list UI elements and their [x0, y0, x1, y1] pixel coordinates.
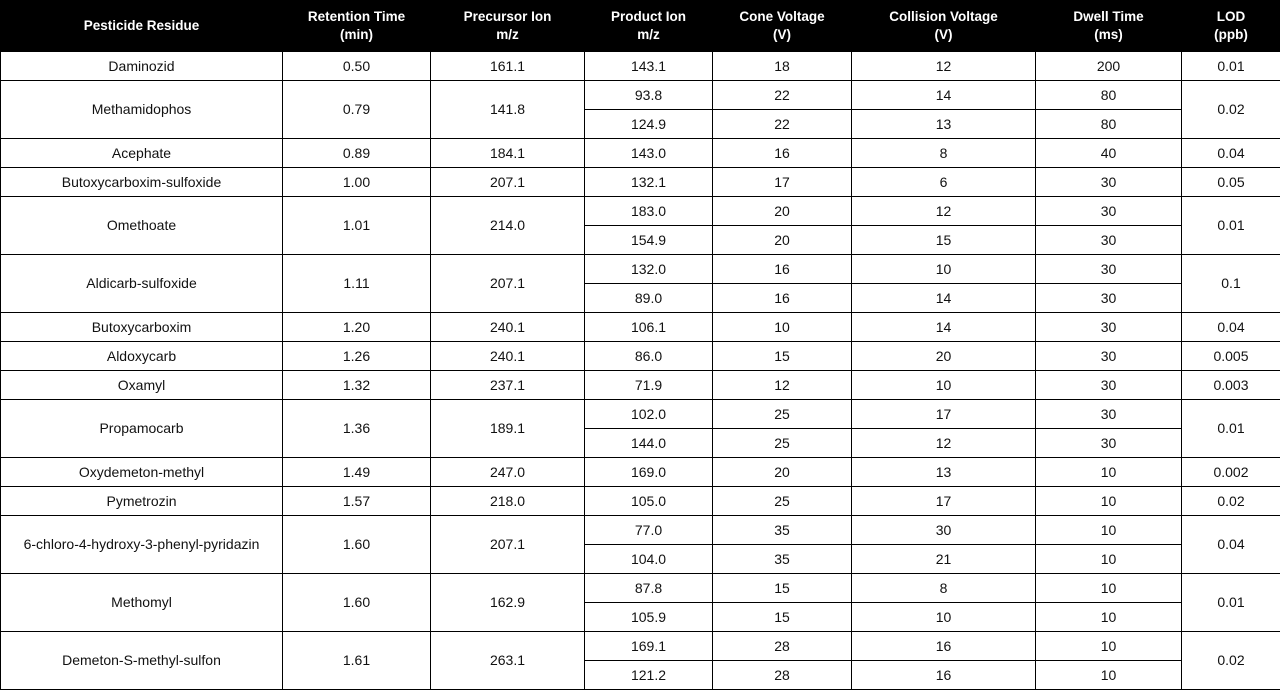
- cell-dwell-time: 10: [1036, 545, 1182, 574]
- cell-product-ion: 183.0: [585, 197, 713, 226]
- cell-collision-voltage: 10: [852, 603, 1036, 632]
- cell-pesticide-name: Oxamyl: [1, 371, 283, 400]
- table-row: [1, 168, 1280, 197]
- header-precursor-ion: Precursor Ion m/z: [431, 1, 585, 52]
- table-row: [1, 197, 1280, 226]
- cell-collision-voltage: 15: [852, 226, 1036, 255]
- cell-pesticide-name: Pymetrozin: [1, 487, 283, 516]
- cell-collision-voltage: 8: [852, 574, 1036, 603]
- cell-dwell-time: 10: [1036, 574, 1182, 603]
- cell-product-ion: 102.0: [585, 400, 713, 429]
- cell-retention-time: 0.50: [283, 52, 431, 81]
- cell-product-ion: 143.0: [585, 139, 713, 168]
- cell-dwell-time: 30: [1036, 168, 1182, 197]
- cell-cone-voltage: 10: [713, 313, 852, 342]
- cell-retention-time: 1.60: [283, 574, 431, 632]
- cell-pesticide-name: 6-chloro-4-hydroxy-3-phenyl-pyridazin: [1, 516, 283, 574]
- cell-cone-voltage: 28: [713, 632, 852, 661]
- cell-retention-time: 1.32: [283, 371, 431, 400]
- cell-cone-voltage: 15: [713, 574, 852, 603]
- cell-cone-voltage: 18: [713, 52, 852, 81]
- cell-cone-voltage: 16: [713, 139, 852, 168]
- cell-retention-time: 1.57: [283, 487, 431, 516]
- cell-precursor-ion: 240.1: [431, 342, 585, 371]
- cell-dwell-time: 80: [1036, 81, 1182, 110]
- cell-dwell-time: 10: [1036, 661, 1182, 690]
- cell-collision-voltage: 12: [852, 197, 1036, 226]
- cell-dwell-time: 10: [1036, 632, 1182, 661]
- cell-product-ion: 104.0: [585, 545, 713, 574]
- cell-retention-time: 1.11: [283, 255, 431, 313]
- table-row: [1, 487, 1280, 516]
- table-body: [1, 52, 1280, 690]
- cell-precursor-ion: 218.0: [431, 487, 585, 516]
- cell-collision-voltage: 14: [852, 284, 1036, 313]
- cell-collision-voltage: 17: [852, 400, 1036, 429]
- cell-pesticide-name: Oxydemeton-methyl: [1, 458, 283, 487]
- cell-dwell-time: 30: [1036, 255, 1182, 284]
- cell-pesticide-name: Demeton-S-methyl-sulfon: [1, 632, 283, 690]
- cell-lod: 0.01: [1182, 52, 1280, 81]
- table-row: [1, 458, 1280, 487]
- cell-lod: 0.04: [1182, 313, 1280, 342]
- cell-precursor-ion: 207.1: [431, 516, 585, 574]
- cell-product-ion: 77.0: [585, 516, 713, 545]
- cell-cone-voltage: 17: [713, 168, 852, 197]
- table-row: [1, 313, 1280, 342]
- cell-pesticide-name: Daminozid: [1, 52, 283, 81]
- cell-cone-voltage: 20: [713, 458, 852, 487]
- cell-collision-voltage: 8: [852, 139, 1036, 168]
- header-lod: LOD (ppb): [1182, 1, 1280, 52]
- cell-pesticide-name: Omethoate: [1, 197, 283, 255]
- cell-cone-voltage: 25: [713, 400, 852, 429]
- cell-cone-voltage: 16: [713, 284, 852, 313]
- cell-dwell-time: 10: [1036, 516, 1182, 545]
- cell-lod: 0.04: [1182, 139, 1280, 168]
- table-row: [1, 574, 1280, 603]
- cell-retention-time: 1.60: [283, 516, 431, 574]
- cell-dwell-time: 30: [1036, 429, 1182, 458]
- header-retention-time: Retention Time (min): [283, 1, 431, 52]
- cell-retention-time: 1.01: [283, 197, 431, 255]
- cell-cone-voltage: 16: [713, 255, 852, 284]
- cell-cone-voltage: 25: [713, 487, 852, 516]
- cell-collision-voltage: 12: [852, 52, 1036, 81]
- cell-dwell-time: 10: [1036, 487, 1182, 516]
- cell-lod: 0.01: [1182, 197, 1280, 255]
- table-row: [1, 516, 1280, 545]
- cell-pesticide-name: Methomyl: [1, 574, 283, 632]
- cell-product-ion: 154.9: [585, 226, 713, 255]
- cell-product-ion: 71.9: [585, 371, 713, 400]
- cell-collision-voltage: 14: [852, 313, 1036, 342]
- cell-cone-voltage: 35: [713, 516, 852, 545]
- cell-precursor-ion: 263.1: [431, 632, 585, 690]
- cell-retention-time: 1.20: [283, 313, 431, 342]
- header-dwell-time: Dwell Time (ms): [1036, 1, 1182, 52]
- cell-dwell-time: 40: [1036, 139, 1182, 168]
- cell-product-ion: 169.1: [585, 632, 713, 661]
- table-row: [1, 632, 1280, 661]
- cell-dwell-time: 10: [1036, 603, 1182, 632]
- cell-collision-voltage: 10: [852, 371, 1036, 400]
- cell-precursor-ion: 161.1: [431, 52, 585, 81]
- cell-precursor-ion: 207.1: [431, 255, 585, 313]
- cell-retention-time: 0.89: [283, 139, 431, 168]
- cell-collision-voltage: 10: [852, 255, 1036, 284]
- cell-dwell-time: 200: [1036, 52, 1182, 81]
- cell-precursor-ion: 189.1: [431, 400, 585, 458]
- cell-lod: 0.02: [1182, 81, 1280, 139]
- cell-dwell-time: 10: [1036, 458, 1182, 487]
- cell-precursor-ion: 184.1: [431, 139, 585, 168]
- cell-product-ion: 87.8: [585, 574, 713, 603]
- cell-collision-voltage: 13: [852, 110, 1036, 139]
- cell-product-ion: 121.2: [585, 661, 713, 690]
- cell-cone-voltage: 22: [713, 81, 852, 110]
- table-row: [1, 52, 1280, 81]
- cell-precursor-ion: 247.0: [431, 458, 585, 487]
- cell-collision-voltage: 30: [852, 516, 1036, 545]
- cell-lod: 0.002: [1182, 458, 1280, 487]
- cell-product-ion: 143.1: [585, 52, 713, 81]
- cell-lod: 0.1: [1182, 255, 1280, 313]
- cell-lod: 0.01: [1182, 574, 1280, 632]
- cell-product-ion: 93.8: [585, 81, 713, 110]
- cell-precursor-ion: 214.0: [431, 197, 585, 255]
- cell-precursor-ion: 207.1: [431, 168, 585, 197]
- cell-dwell-time: 30: [1036, 197, 1182, 226]
- cell-lod: 0.04: [1182, 516, 1280, 574]
- cell-retention-time: 1.00: [283, 168, 431, 197]
- cell-collision-voltage: 13: [852, 458, 1036, 487]
- cell-dwell-time: 30: [1036, 400, 1182, 429]
- cell-pesticide-name: Propamocarb: [1, 400, 283, 458]
- cell-pesticide-name: Methamidophos: [1, 81, 283, 139]
- table-row: [1, 81, 1280, 110]
- cell-product-ion: 124.9: [585, 110, 713, 139]
- header-collision-voltage: Collision Voltage (V): [852, 1, 1036, 52]
- cell-collision-voltage: 21: [852, 545, 1036, 574]
- cell-retention-time: 1.26: [283, 342, 431, 371]
- cell-precursor-ion: 162.9: [431, 574, 585, 632]
- cell-product-ion: 105.0: [585, 487, 713, 516]
- cell-lod: 0.003: [1182, 371, 1280, 400]
- table-row: [1, 400, 1280, 429]
- cell-pesticide-name: Aldoxycarb: [1, 342, 283, 371]
- cell-product-ion: 105.9: [585, 603, 713, 632]
- cell-dwell-time: 80: [1036, 110, 1182, 139]
- cell-lod: 0.05: [1182, 168, 1280, 197]
- cell-dwell-time: 30: [1036, 371, 1182, 400]
- cell-product-ion: 144.0: [585, 429, 713, 458]
- cell-precursor-ion: 237.1: [431, 371, 585, 400]
- cell-retention-time: 0.79: [283, 81, 431, 139]
- cell-product-ion: 169.0: [585, 458, 713, 487]
- cell-dwell-time: 30: [1036, 342, 1182, 371]
- cell-product-ion: 86.0: [585, 342, 713, 371]
- table-row: [1, 342, 1280, 371]
- cell-cone-voltage: 15: [713, 603, 852, 632]
- header-pesticide-residue: Pesticide Residue: [1, 1, 283, 52]
- cell-collision-voltage: 12: [852, 429, 1036, 458]
- cell-pesticide-name: Aldicarb-sulfoxide: [1, 255, 283, 313]
- cell-lod: 0.02: [1182, 487, 1280, 516]
- cell-dwell-time: 30: [1036, 284, 1182, 313]
- cell-pesticide-name: Butoxycarboxim: [1, 313, 283, 342]
- header-cone-voltage: Cone Voltage (V): [713, 1, 852, 52]
- cell-cone-voltage: 20: [713, 197, 852, 226]
- cell-lod: 0.01: [1182, 400, 1280, 458]
- cell-product-ion: 132.0: [585, 255, 713, 284]
- cell-cone-voltage: 22: [713, 110, 852, 139]
- header-product-ion: Product Ion m/z: [585, 1, 713, 52]
- cell-cone-voltage: 20: [713, 226, 852, 255]
- cell-cone-voltage: 12: [713, 371, 852, 400]
- cell-collision-voltage: 16: [852, 632, 1036, 661]
- cell-product-ion: 106.1: [585, 313, 713, 342]
- cell-product-ion: 132.1: [585, 168, 713, 197]
- cell-cone-voltage: 28: [713, 661, 852, 690]
- table-row: [1, 371, 1280, 400]
- cell-collision-voltage: 14: [852, 81, 1036, 110]
- header-row: [1, 1, 1280, 52]
- cell-precursor-ion: 240.1: [431, 313, 585, 342]
- cell-product-ion: 89.0: [585, 284, 713, 313]
- cell-collision-voltage: 17: [852, 487, 1036, 516]
- cell-cone-voltage: 25: [713, 429, 852, 458]
- cell-cone-voltage: 35: [713, 545, 852, 574]
- cell-precursor-ion: 141.8: [431, 81, 585, 139]
- cell-collision-voltage: 16: [852, 661, 1036, 690]
- cell-lod: 0.02: [1182, 632, 1280, 690]
- table-row: [1, 255, 1280, 284]
- cell-pesticide-name: Acephate: [1, 139, 283, 168]
- cell-dwell-time: 30: [1036, 313, 1182, 342]
- cell-collision-voltage: 20: [852, 342, 1036, 371]
- cell-pesticide-name: Butoxycarboxim-sulfoxide: [1, 168, 283, 197]
- cell-lod: 0.005: [1182, 342, 1280, 371]
- table-row: [1, 139, 1280, 168]
- cell-retention-time: 1.61: [283, 632, 431, 690]
- cell-retention-time: 1.36: [283, 400, 431, 458]
- cell-dwell-time: 30: [1036, 226, 1182, 255]
- cell-cone-voltage: 15: [713, 342, 852, 371]
- cell-collision-voltage: 6: [852, 168, 1036, 197]
- cell-retention-time: 1.49: [283, 458, 431, 487]
